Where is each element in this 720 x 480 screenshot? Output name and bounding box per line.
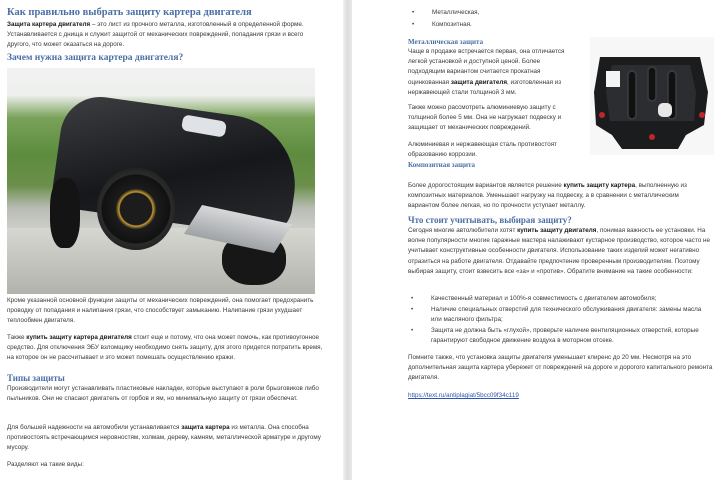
bullet-icon: • (411, 306, 414, 313)
para-buy-pre: Также (7, 334, 27, 341)
heading-composite: Композитная защита (408, 161, 476, 169)
kind-item-label: Металлическая, (432, 9, 480, 16)
heading-consider: Что стоит учитывать, выбирая защиту? (408, 215, 572, 225)
para-buy (7, 333, 325, 364)
para-composite-post: , выполненную из композитных материалов. Уменьшает нагрузку на подвеску, а в сравнении с металлическим вариантом более легкая, но по прочности уступает металлу. (408, 182, 687, 210)
para-aluminum: Также можно рассмотреть алюминиевую защиту с толщиной более 5 мм. Она не нагружает подвеску и защищает от механических повреждений. (408, 104, 562, 132)
para-metal (7, 423, 325, 454)
feature-item-label: Качественный материал и 100%-я совместимость с двигателем автомобиля; (431, 295, 657, 302)
intro-bold: Защита картера двигателя (7, 21, 91, 28)
para-metal-post: из металла. Она способна противостоять встречающимся неровностям, холмам, дереву, камням, металлической арматуре и другому мусору. (7, 424, 321, 452)
para-clearance: Помните также, что установка защиты двигателя уменьшает клиренс до 20 мм. Несмотря на это дополнительная защита картера убережет от повреждений на дороге и дорогого капитального ремонта двигателя. (408, 354, 713, 382)
para-metal-right-post: , изготовленная из нержавеющей стали толщиной 3 мм. (408, 78, 562, 96)
antiplagiat-link[interactable]: https://text.ru/antiplagiat/5bcc09f34c119 (408, 392, 519, 399)
bullet-icon: • (411, 327, 414, 334)
bullet-icon: • (412, 21, 415, 28)
document-page-left (0, 0, 343, 480)
para-consider-pre: Сегодня многие автолюбители хотят (408, 227, 518, 234)
para-consider (408, 226, 714, 277)
para-composite-pre: Более дорогостоящим вариантов является решение (408, 182, 564, 189)
para-metal-bold: защита картера (181, 424, 230, 431)
para-metal-right (408, 47, 578, 98)
para-buy-bold: купить защиту картера двигателя (26, 334, 132, 341)
page-gutter (343, 0, 352, 480)
bullet-icon: • (411, 295, 414, 302)
feature-item-label: Наличие специальных отверстий для технического обслуживания двигателя: замены масла или масляного фильтра; (431, 306, 702, 324)
page-title: Как правильно выбрать защиту картера двигателя (7, 7, 252, 18)
para-composite-bold: купить защиту картера (563, 182, 636, 189)
suv-photo (7, 68, 315, 294)
para-buy-post: стоит еще и потому, что она может помочь, как противоугонное средство. Для отключения ЭБУ взломщику необходимо снять защиту, для этого придется потратить время, на которое он не рассчитывает и это может помешать осуществлению кражи. (7, 334, 323, 362)
engine-guard-image (590, 37, 714, 155)
kind-item (412, 20, 472, 30)
kind-item (412, 8, 480, 18)
para-consider-bold: купить защиту двигателя (517, 227, 597, 234)
feature-item (411, 305, 711, 325)
para-metal-pre: Для большей надежности на автомобили устанавливается (7, 424, 182, 431)
heading-types: Типы защиты (7, 373, 65, 383)
bullet-icon: • (412, 9, 415, 16)
para-consider-post: , понимая важность ее установки. На волне популярности многие гаражные мастера налаживают кустарное производство, которое часто не учитывает конструктивные особенности двигателя. Использование таких изделий может негативно отразиться на работе двигателя. Отдавайте предпочтение проверенным производителям. Поэтому выбирая защиту, стоит взвесить все «за» и «против». Обратите внимание на такие особенности: (408, 227, 710, 275)
kind-item-label: Композитная. (432, 21, 472, 28)
feature-item (411, 326, 717, 346)
para-metal-right-bold: защита двигателя (450, 78, 508, 86)
para-metal-right-pre: Чаще в продаже встречается первая, она отличается легкой установкой и доступной ценой. Более подходящим вариантом считается прокатная оцинкованная (408, 48, 565, 86)
intro-paragraph (7, 20, 317, 51)
para-kinds: Разделяют на такие виды: (7, 461, 84, 468)
feature-item (411, 294, 711, 304)
para-plastic: Производители могут устанавливать пластиковые накладки, которые выступают в роли брызговиков либо пыльников. Они не спасают двигатель от горбов и ям, но минимальную защиту от грязи обеспечат. (7, 385, 319, 403)
intro-text: – это лист из прочного металла, изготовленный в определенной форме. Устанавливается с днища и служит защитой от механических повреждений, попадания грязи и всего другого, что может оказаться на дороге. (7, 21, 304, 49)
heading-why: Зачем нужна защита картера двигателя? (7, 53, 184, 63)
para-corrosion: Алюминиевая и нержавеющая сталь противостоят образованию коррозии. (408, 141, 557, 159)
feature-item-label: Защита не должна быть «глухой», проверьте наличие вентиляционных отверстий, которые гарантируют свободное движение воздуха в моторном отсеке. (431, 327, 699, 345)
para-after-photo: Кроме указанной основной функции защиты от механических повреждений, она помогает предохранить проводку от попадания и налипания грязи, что способствует замыканию. Налипание грязи ухудшает теплообмен двигателя. (7, 297, 314, 325)
heading-metal: Металлическая защита (408, 38, 484, 46)
para-composite (408, 181, 708, 212)
